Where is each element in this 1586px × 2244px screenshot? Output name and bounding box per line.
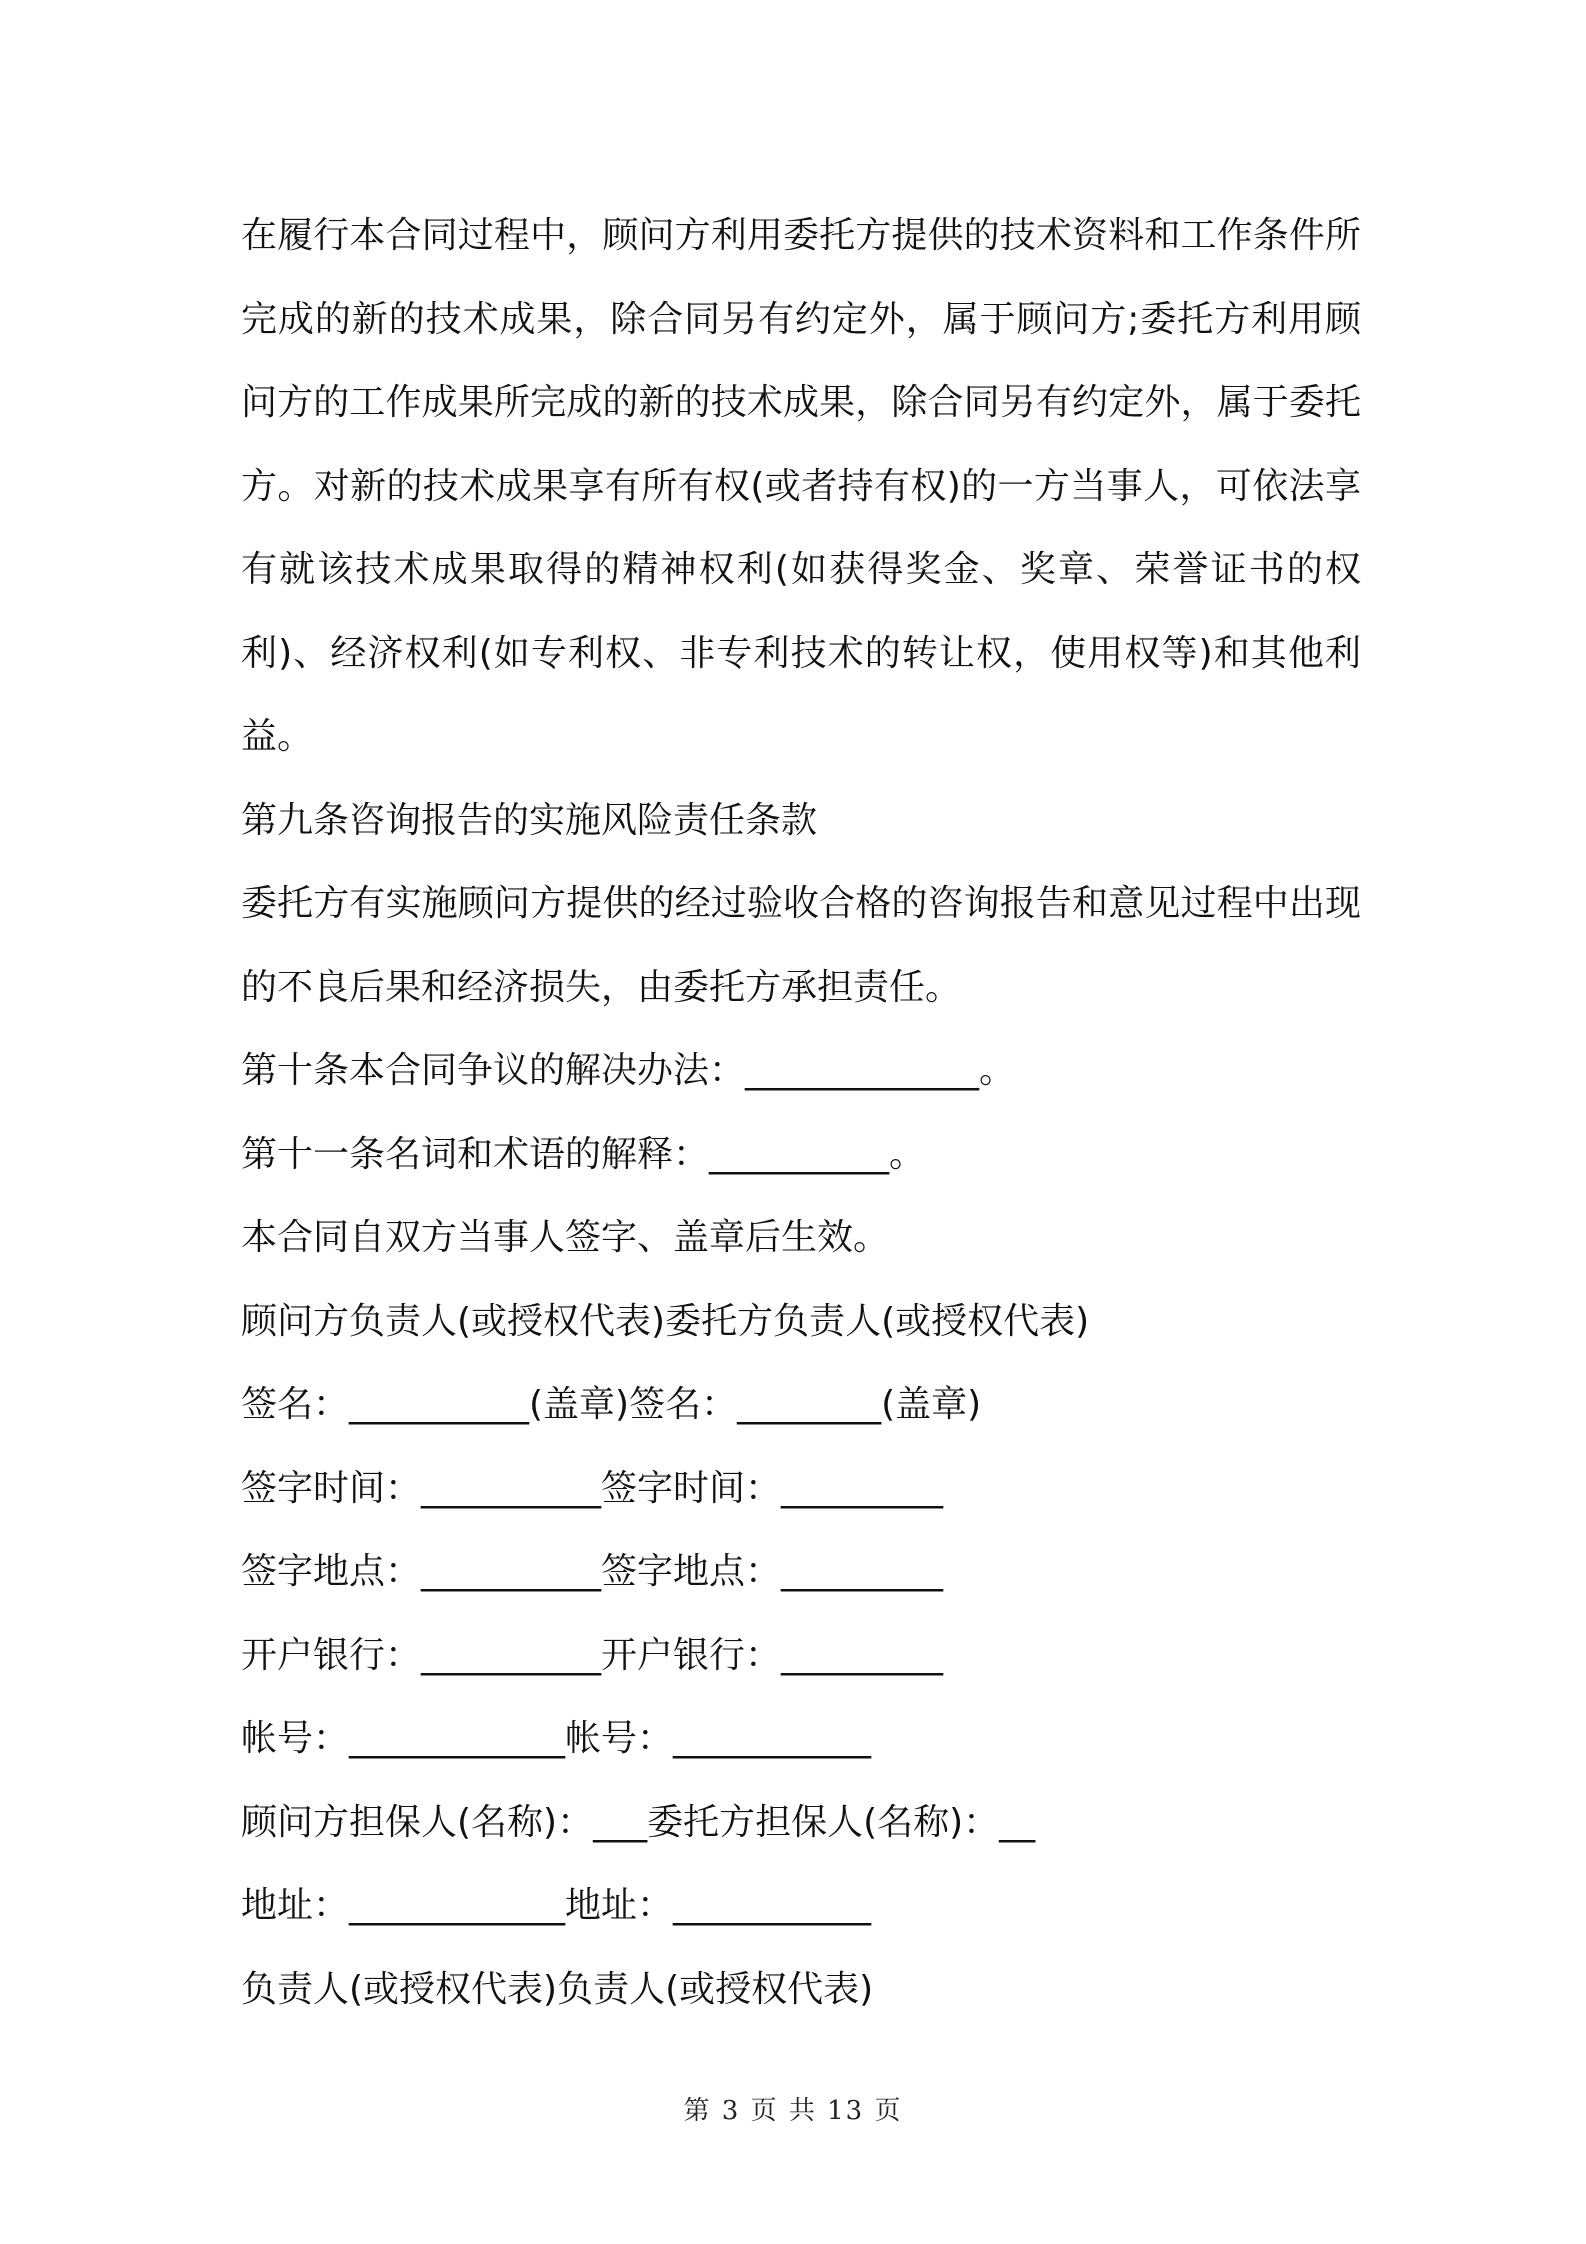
- article-9-title: 第九条咨询报告的实施风险责任条款: [241, 799, 818, 841]
- signature-line: 签名：__________(盖章)签名：________(盖章): [241, 1384, 982, 1425]
- guarantor-line: 顾问方担保人(名称)：___委托方担保人(名称)：__: [241, 1801, 1036, 1843]
- representatives-line: 顾问方负责人(或授权代表)委托方负责人(或授权代表): [241, 1300, 1090, 1342]
- article-10-dispute-resolution: 第十条本合同争议的解决办法：_____________。: [241, 1050, 1016, 1091]
- bank-line: 开户银行：__________开户银行：_________: [241, 1634, 944, 1676]
- page-number-footer: 第 3 页 共 13 页: [683, 2096, 903, 2126]
- address-line: 地址：____________地址：___________: [241, 1885, 872, 1926]
- article-9-body: 委托方有实施顾问方提供的经过验收合格的咨询报告和意见过程中出现的不良后果和经济损失，由委托方承担责任。: [241, 883, 1361, 1008]
- account-line: 帐号：____________帐号：___________: [241, 1718, 872, 1759]
- principal-line: 负责人(或授权代表)负责人(或授权代表): [241, 1968, 874, 2010]
- sign-time-line: 签字时间：__________签字时间：_________: [241, 1467, 944, 1509]
- sign-place-line: 签字地点：__________签字地点：_________: [241, 1551, 944, 1592]
- effective-clause: 本合同自双方当事人签字、盖章后生效。: [241, 1217, 890, 1258]
- document-body: [241, 194, 1361, 2031]
- paragraph-technical-results: 在履行本合同过程中，顾问方利用委托方提供的技术资料和工作条件所完成的新的技术成果，除合同另有约定外，属于顾问方;委托方利用顾问方的工作成果所完成的新的技术成果，除合同另有约定外，属于委托方。对新的技术成果享有所有权(或者持有权)的一方当事人，可依法享有就该技术成果取得的精神权利(如获得奖金、奖章、荣誉证书的权利)、经济权利(如专利权、非专利技术的转让权，使用权等)和其他利益。: [241, 215, 1361, 757]
- article-11-terms-definition: 第十一条名词和术语的解释：__________。: [241, 1133, 926, 1175]
